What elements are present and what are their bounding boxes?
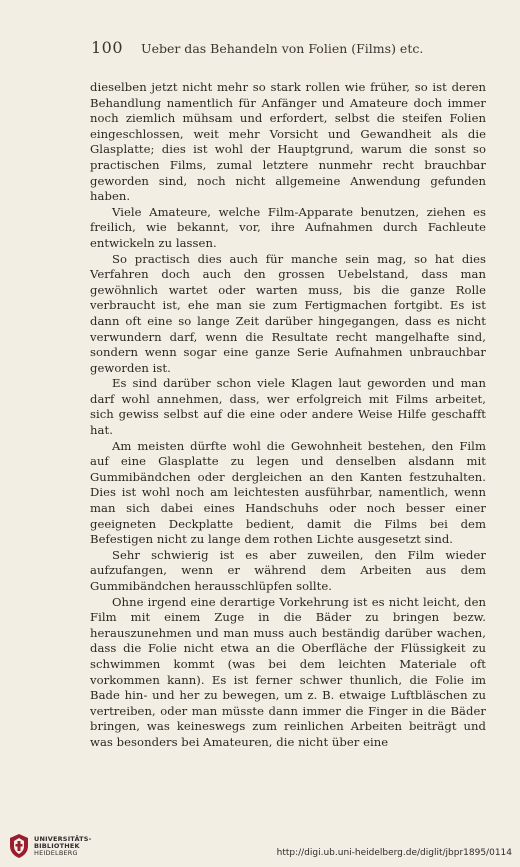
- paragraph: Viele Amateure, welche Film-Apparate benutzen, ziehen es freilich, wie bekannt, vor, ihre Aufnahmen durch Fachleute entwickeln zu lassen.: [90, 204, 486, 250]
- running-header: [91, 40, 486, 57]
- heidelberg-university-logo-icon: [8, 833, 30, 859]
- digitization-footer: [0, 823, 520, 867]
- paragraph: Es sind darüber schon viele Klagen laut geworden und man darf wohl annehmen, dass, wer erfolgreich mit Films arbeitet, sich gewiss selbst auf die eine oder andere Weise Hilfe geschafft hat.: [90, 376, 486, 438]
- paragraph: Am meisten dürfte wohl die Gewohnheit bestehen, den Film auf eine Glasplatte zu legen und denselben alsdann mit Gummibändchen oder dergleichen an den Kanten festzuhalten. Dies ist wohl noch am leichtesten ausführbar, namentlich, wenn man sich dabei eines Handschuhs oder noch besser einer geeigneten Deckplatte bedient, damit die Films bei dem Befestigen nicht zu lange dem rothen Lichte ausgesetzt sind.: [90, 438, 486, 547]
- source-url[interactable]: http://digi.ub.uni-heidelberg.de/diglit/jbpr1895/0114: [276, 848, 512, 858]
- paragraph: Sehr schwierig ist es aber zuweilen, den Film wieder aufzufangen, wenn er während dem Arbeiten aus dem Gummibändchen herausschlüpfen sollte.: [90, 547, 486, 593]
- paragraph: Ohne irgend eine derartige Vorkehrung ist es nicht leicht, den Film mit einem Zuge in die Bäder zu bringen bezw. herauszunehmen und man muss auch beständig darüber wachen, dass die Folie nicht etwa an die Oberfläche der Flüssigkeit zu schwimmen kommt (was bei dem leichten Materiale oft vorkommen kann). Es ist ferner schwer thunlich, die Folie im Bade hin- und her zu bewegen, um z. B. etwaige Luftbläschen zu vertreiben, oder man müsste dann immer die Finger in die Bäder bringen, was keineswegs zum reinlichen Arbeiten beiträgt und was besonders bei Amateuren, die nicht über eine: [90, 594, 486, 749]
- body-text: [90, 80, 486, 751]
- paragraph: So practisch dies auch für manche sein mag, so hat dies Verfahren doch auch den grossen Uebelstand, dass man gewöhnlich wartet oder warten muss, bis die ganze Rolle verbraucht ist, ehe man sie zum Fertigmachen fortgibt. Es ist dann oft eine so lange Zeit darüber hingegangen, dass es nicht verwundern darf, wenn die Resultate recht mangelhafte sind, sondern wenn sogar eine ganze Serie Aufnahmen unbrauchbar geworden ist.: [90, 251, 486, 375]
- library-name: UNIVERSITÄTS- BIBLIOTHEK HEIDELBERG: [34, 835, 92, 858]
- paragraph: dieselben jetzt nicht mehr so stark rollen wie früher, so ist deren Behandlung namentlich für Anfänger und Amateure doch immer noch ziemlich mühsam und erfordert, selbst die steifen Folien eingeschlossen, weit mehr Vorsicht und Gewandheit als die Glasplatte; dies ist wohl der Hauptgrund, warum die sonst so practischen Films, zumal letztere nunmehr recht brauchbar geworden sind, noch nicht allgemeine Anwendung gefunden haben.: [90, 80, 486, 204]
- running-title: Ueber das Behandeln von Folien (Films) etc.: [141, 41, 424, 56]
- page-number: 100: [91, 38, 124, 57]
